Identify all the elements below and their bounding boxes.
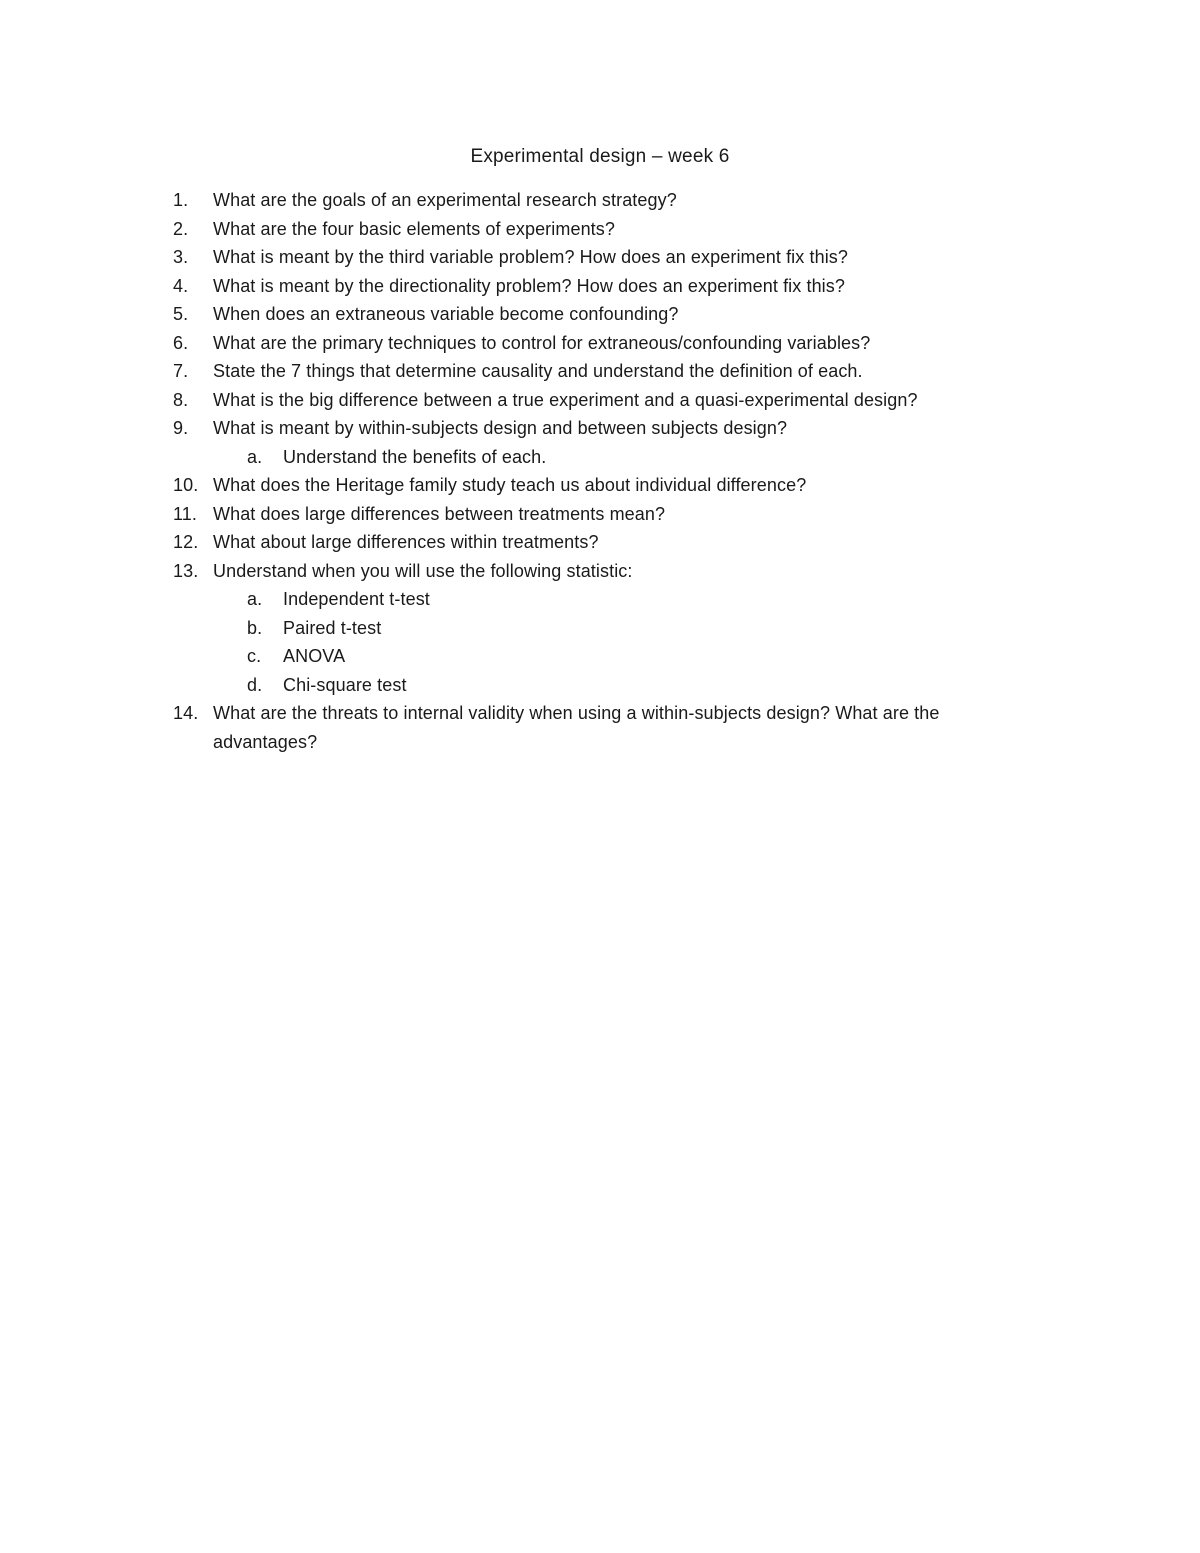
- question-number: 13.: [173, 560, 199, 581]
- question-item: [173, 300, 1033, 329]
- sub-question-item: [173, 585, 1033, 614]
- question-item: [173, 386, 1033, 415]
- sub-question-letter: b.: [247, 617, 263, 638]
- sub-question-text: Chi-square test: [283, 674, 407, 695]
- sub-question-text: Independent t-test: [283, 589, 430, 609]
- sub-question-letter: a.: [247, 589, 263, 609]
- question-text: What are the primary techniques to control for extraneous/confounding variables?: [213, 332, 871, 353]
- question-number: 3.: [173, 247, 189, 267]
- question-item: [173, 557, 1033, 586]
- question-number: 12.: [173, 532, 199, 552]
- question-item: [173, 272, 1033, 301]
- question-item: [173, 329, 1033, 358]
- question-number: 14.: [173, 703, 199, 723]
- sub-question-item: [173, 671, 1033, 700]
- question-text: What are the goals of an experimental research strategy?: [213, 190, 677, 210]
- question-item: [173, 243, 1033, 272]
- question-text: What is meant by the third variable problem? How does an experiment fix this?: [213, 247, 849, 267]
- question-text: What about large differences within treatments?: [213, 532, 599, 552]
- question-item: [173, 357, 1033, 386]
- question-item: [173, 215, 1033, 244]
- question-text: State the 7 things that determine causality and understand the definition of each.: [213, 361, 863, 381]
- question-text: When does an extraneous variable become confounding?: [213, 304, 679, 324]
- sub-question-text: Paired t-test: [283, 617, 382, 638]
- question-number: 9.: [173, 418, 189, 438]
- sub-question-text: Understand the benefits of each.: [283, 446, 547, 467]
- question-text: What is the big difference between a true experiment and a quasi-experimental design?: [213, 389, 918, 410]
- question-item: [173, 500, 1033, 529]
- question-item: [173, 186, 1033, 215]
- question-number: 2.: [173, 218, 189, 239]
- sub-question-letter: d.: [247, 674, 263, 695]
- sub-question-item: [173, 642, 1033, 671]
- sub-question-text: ANOVA: [283, 646, 346, 666]
- question-number: 5.: [173, 304, 189, 324]
- question-item: [173, 471, 1033, 500]
- question-text: What is meant by within-subjects design and between subjects design?: [213, 418, 788, 438]
- question-text: What is meant by the directionality problem? How does an experiment fix this?: [213, 275, 845, 296]
- question-number: 11.: [173, 503, 197, 524]
- question-text: Understand when you will use the following statistic:: [213, 560, 633, 581]
- sub-question-letter: a.: [247, 446, 263, 467]
- question-number: 6.: [173, 332, 189, 353]
- question-number: 8.: [173, 389, 189, 410]
- document-title: Experimental design – week 6: [470, 146, 730, 167]
- sub-question-letter: c.: [247, 646, 262, 666]
- sub-question-item: [173, 443, 1033, 472]
- question-number: 4.: [173, 275, 189, 296]
- question-text: What does the Heritage family study teach us about individual difference?: [213, 475, 807, 495]
- question-number: 1.: [173, 190, 189, 210]
- question-text: What are the threats to internal validity when using a within-subjects design? What are the advantages?: [213, 703, 940, 752]
- question-number: 10.: [173, 475, 199, 495]
- question-text: What are the four basic elements of experiments?: [213, 218, 615, 239]
- question-number: 7.: [173, 361, 189, 381]
- question-item: [173, 699, 1033, 756]
- question-item: [173, 414, 1033, 443]
- question-list: [173, 186, 1033, 756]
- sub-question-item: [173, 614, 1033, 643]
- question-text: What does large differences between treatments mean?: [213, 503, 666, 524]
- question-item: [173, 528, 1033, 557]
